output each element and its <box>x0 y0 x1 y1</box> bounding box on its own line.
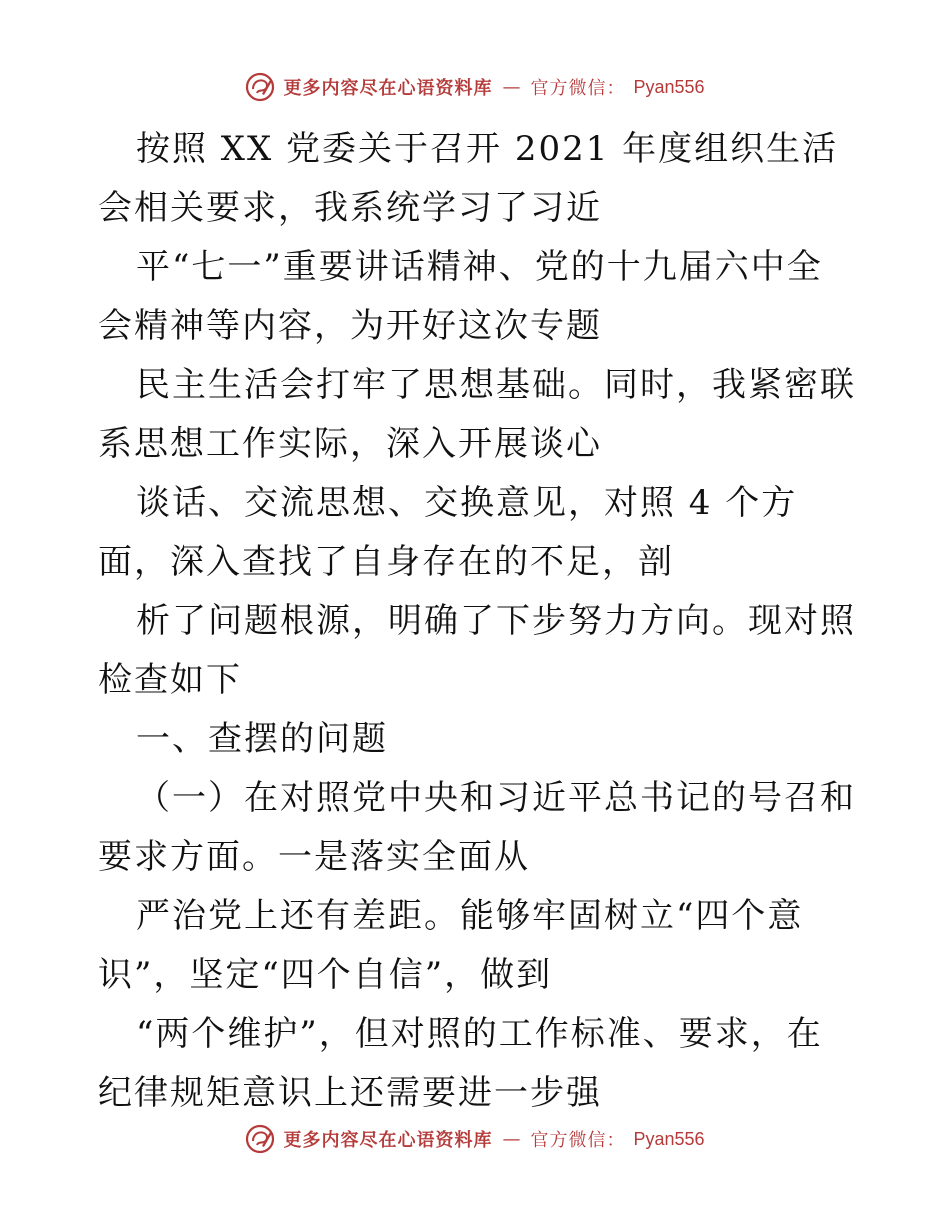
header-wechat-label: 官方微信： <box>530 78 626 99</box>
brain-pen-logo-icon <box>245 72 275 102</box>
brain-pen-logo-icon <box>245 1124 275 1154</box>
paragraph-5: 析了问题根源，明确了下步努力方向。现对照检查如下 <box>98 601 856 700</box>
page-header-watermark <box>0 72 950 102</box>
paragraph-1: 按照 XX 党委关于召开 2021 年度组织生活会相关要求，我系统学习了习近 <box>98 129 839 228</box>
footer-wechat-label: 官方微信： <box>530 1130 626 1151</box>
paragraph-4: 谈话、交流思想、交换意见，对照 4 个方面，深入查找了自身存在的不足，剖 <box>98 483 798 582</box>
page-footer-watermark <box>0 1124 950 1154</box>
footer-wechat-id: Pyan556 <box>633 1128 705 1149</box>
document-body <box>98 120 858 1123</box>
footer-brand-dash: — <box>502 1128 521 1150</box>
paragraph-8: “两个维护”，但对照的工作标准、要求，在纪律规矩意识上还需要进一步强 <box>98 1014 823 1113</box>
header-brand-text: 更多内容尽在心语资料库 <box>283 78 493 99</box>
paragraph-3: 民主生活会打牢了思想基础。同时，我紧密联系思想工作实际，深入开展谈心 <box>98 365 856 464</box>
header-wechat-id: Pyan556 <box>633 76 705 97</box>
header-brand-dash: — <box>502 76 521 98</box>
footer-brand-text: 更多内容尽在心语资料库 <box>283 1130 493 1151</box>
paragraph-2: 平“七一”重要讲话精神、党的十九届六中全会精神等内容，为开好这次专题 <box>98 247 823 346</box>
section-heading-1: 一、查摆的问题 <box>136 719 388 759</box>
paragraph-7: 严治党上还有差距。能够牢固树立“四个意识”，坚定“四个自信”，做到 <box>98 896 804 995</box>
paragraph-6: （一）在对照党中央和习近平总书记的号召和要求方面。一是落实全面从 <box>98 778 856 877</box>
